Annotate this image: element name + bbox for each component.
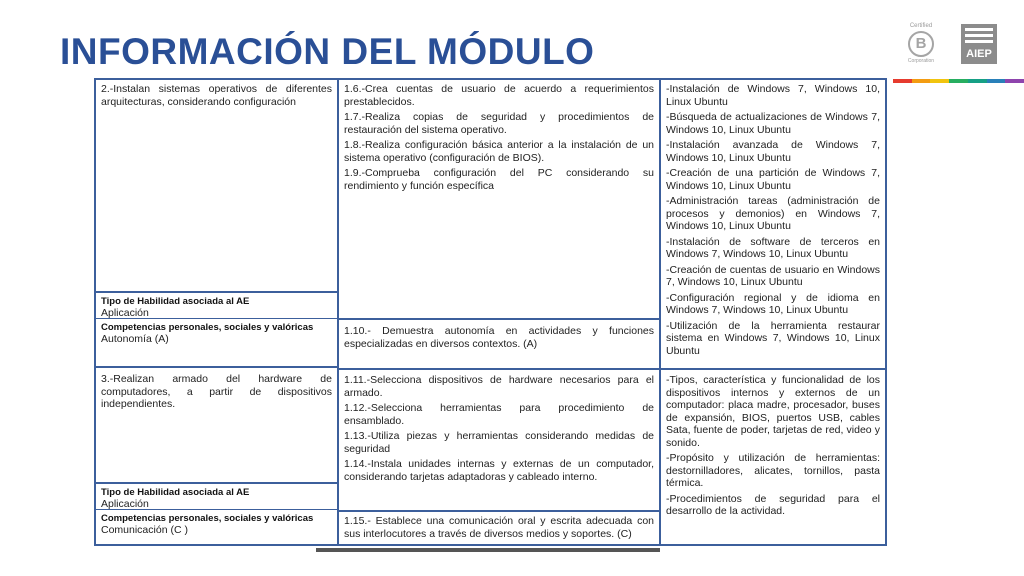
color-stripe-segment (893, 79, 912, 83)
color-stripe-segment (912, 79, 931, 83)
criterio-item: 1.7.-Realiza copias de seguridad y procedimientos de restauración del sistema operativo. (344, 111, 654, 136)
column-aprendizaje-esperado (96, 80, 339, 544)
competencias-value: Comunicación (C ) (101, 524, 188, 536)
b-corp-letter: B (908, 31, 934, 57)
habilidad-label: Tipo de Habilidad asociada al AE (101, 296, 250, 307)
habilidad-cell-row1 (96, 294, 337, 319)
criterio-competencia-cell-row2 (339, 513, 659, 546)
criterio-item: 1.14.-Instala unidades internas y externas de un computador, considerando tarjetas adaptadoras y cableado interno. (344, 458, 654, 483)
criterio-competencia-text: 1.10.- Demuestra autonomía en actividades y funciones especializadas en diversos contextos. (A) (344, 325, 654, 350)
contenidos-cell-row2 (661, 371, 885, 546)
competencias-value: Autonomía (A) (101, 333, 169, 345)
color-stripe-segment (987, 79, 1006, 83)
competencias-label: Competencias personales, sociales y valóricas (101, 513, 314, 524)
habilidad-label: Tipo de Habilidad asociada al AE (101, 487, 250, 498)
contenido-item: -Configuración regional y de idioma en Windows 7, Windows 10, Linux Ubuntu (666, 291, 880, 316)
aiep-logo-icon (965, 28, 993, 44)
criterio-item: 1.9.-Comprueba configuración del PC considerando su rendimiento y función específica (344, 167, 654, 192)
criterio-item: 1.6.-Crea cuentas de usuario de acuerdo a requerimientos prestablecidos. (344, 83, 654, 108)
b-corp-corporation-text: Corporation (907, 58, 935, 64)
contenido-item: -Búsqueda de actualizaciones de Windows 7, Windows 10, Linux Ubuntu (666, 111, 880, 136)
aiep-logo-text: AIEP (966, 48, 992, 60)
ae-cell-row2 (96, 370, 337, 484)
contenido-item: -Creación de cuentas de usuario en Windows 7, Windows 10, Linux Ubuntu (666, 263, 880, 288)
competencias-cell-row1 (96, 320, 337, 368)
color-stripe-segment (930, 79, 949, 83)
competencias-label: Competencias personales, sociales y valóricas (101, 322, 314, 333)
criterio-item: 1.12.-Selecciona herramientas para procedimiento de ensamblado. (344, 402, 654, 427)
ae-text: 2.-Instalan sistemas operativos de diferentes arquitecturas, considerando configuración (101, 83, 332, 108)
contenido-item: -Administración tareas (administración de procesos y demonios) en Windows 7, Windows 10, Linux Ubuntu (666, 195, 880, 232)
column-criterios (339, 80, 661, 544)
contenido-item: -Instalación de software de terceros en Windows 7, Windows 10, Linux Ubuntu (666, 235, 880, 260)
criterios-cell-row2 (339, 371, 659, 512)
contenidos-cell-row1 (661, 80, 885, 370)
color-stripe-segment (949, 79, 968, 83)
criterio-competencia-cell-row1 (339, 321, 659, 370)
contenido-item: -Procedimientos de seguridad para el desarrollo de la actividad. (666, 492, 880, 517)
page-title: INFORMACIÓN DEL MÓDULO (60, 31, 595, 72)
criterio-item: 1.8.-Realiza configuración básica anterior a la instalación de un sistema operativo (configuración de BIOS). (344, 139, 654, 164)
table-bottom-shadow (316, 548, 660, 552)
contenido-item: -Tipos, característica y funcionalidad de los dispositivos internos y externos de un computador: placa madre, procesador, buses de expansión, BIOS, puertos USB, cables Sata, fuente de poder, tarjetas de red, video y sonido. (666, 374, 880, 449)
habilidad-value: Aplicación (101, 498, 149, 510)
color-stripe-segment (968, 79, 987, 83)
ae-cell-row1 (96, 80, 337, 293)
contenido-item: -Creación de una partición de Windows 7, Windows 10, Linux Ubuntu (666, 167, 880, 192)
b-corp-logo (903, 22, 939, 66)
habilidad-value: Aplicación (101, 307, 149, 319)
habilidad-cell-row2 (96, 485, 337, 510)
contenido-item: -Propósito y utilización de herramientas: destornilladores, alicates, tornillos, pasta térmica. (666, 452, 880, 489)
column-contenidos (661, 80, 885, 544)
contenido-item: -Utilización de la herramienta restaurar sistema en Windows 7, Windows 10, Linux Ubuntu (666, 319, 880, 357)
ae-text: 3.-Realizan armado del hardware de computadores, a partir de dispositivos independientes. (101, 373, 332, 410)
contenido-item: -Instalación avanzada de Windows 7, Windows 10, Linux Ubuntu (666, 139, 880, 164)
criterio-item: 1.11.-Selecciona dispositivos de hardware necesarios para el armado. (344, 374, 654, 399)
criterios-cell-row1 (339, 80, 659, 320)
contenido-item: -Instalación de Windows 7, Windows 10, Linux Ubuntu (666, 83, 880, 108)
competencias-cell-row2 (96, 511, 337, 546)
criterio-competencia-text: 1.15.- Establece una comunicación oral y escrita adecuada con sus interlocutores a través de diversos medios y soportes. (C) (344, 515, 654, 540)
color-stripe-segment (1005, 79, 1024, 83)
b-corp-certified-text: Certified (909, 23, 933, 29)
module-table (94, 78, 887, 546)
criterio-item: 1.13.-Utiliza piezas y herramientas considerando medidas de seguridad (344, 430, 654, 455)
aiep-logo (961, 24, 997, 64)
color-stripe (893, 79, 1024, 83)
